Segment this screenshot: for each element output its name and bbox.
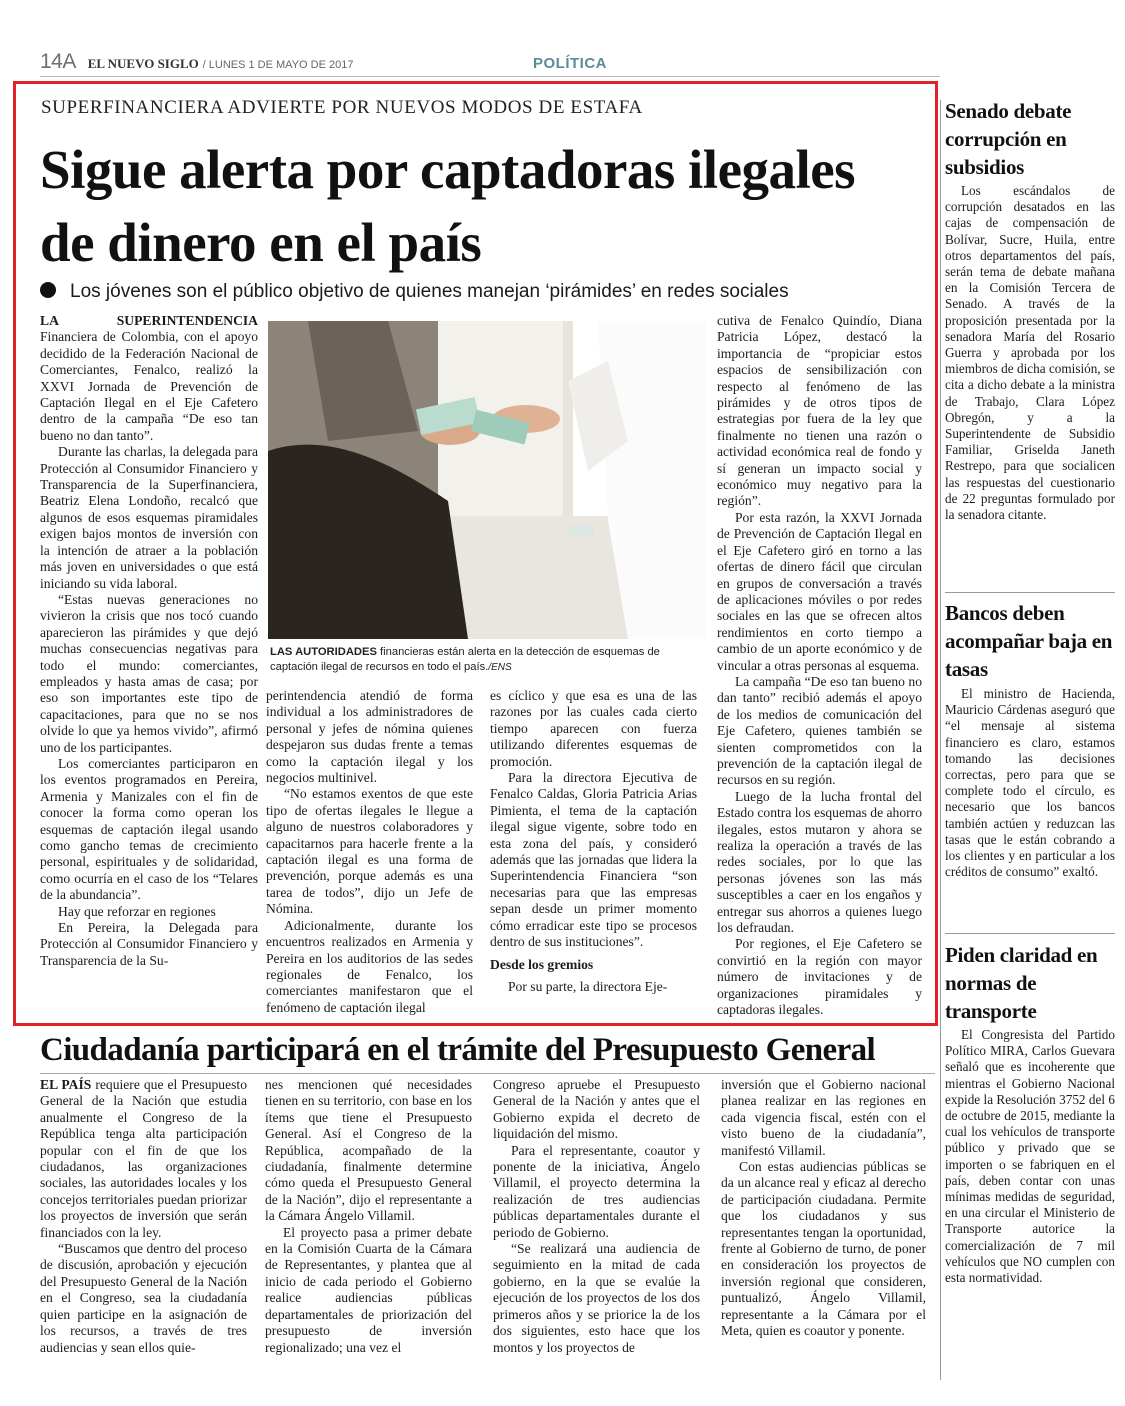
paragraph: requiere que el Presupuesto General de la Nación que estudia anualmente el Congreso de la República tenga alta participación popular con el fin de que los ciudadanos, las organizaciones sociales, las autoridades locales y los concejos territoriales puedan priorizar los proyectos de inversión que serán financiados con la ley. <box>40 1077 247 1240</box>
summary-text: Los jóvenes son el público objetivo de quienes manejan ‘pirámides’ en redes sociales <box>70 281 789 302</box>
sidebar-text-2: El ministro de Hacienda, Mauricio Cárdenas aseguró que “el mensaje al sistema financiero es claro, estamos tomando las decisiones correctas, pero para que se complete todo el círculo, es necesario que los bancos también actúen y reduzcan las tasas que le están cobrando a los clientes y en particular a los créditos de consumo” exaltó. <box>945 686 1115 880</box>
second-column-1 <box>40 1077 247 1356</box>
article-column-1 <box>40 313 258 969</box>
second-column-2 <box>265 1077 472 1356</box>
photo-caption <box>270 645 700 675</box>
paragraph: Para el representante, coautor y ponente de la iniciativa, Ángelo Villamil, el proyecto determina la realización de tres audiencias públicas departamentales durante el periodo de Gobierno. <box>493 1142 700 1240</box>
paragraph: Durante las charlas, la delegada para Protección al Consumidor Financiero y Transparencia de la Superfinanciera, Beatriz Elena Londoño, recalcó que algunos de esos esquemas piramidales exigen bajos montos de inversión con la intención de atraer a la población más joven en universidades o que está iniciando su vida laboral. <box>40 444 258 591</box>
page-number: 14A <box>40 50 76 73</box>
paragraph: inversión que el Gobierno nacional planea realizar en las regiones en cada vigencia fiscal, estén con el visto bueno de la ciudadanía”, manifestó Villamil. <box>721 1077 926 1158</box>
sidebar-headline-1: Senado debate corrupción en subsidios <box>945 99 1072 179</box>
sidebar-separator <box>945 592 1115 593</box>
sidebar-text-3: El Congresista del Partido Político MIRA, Carlos Guevara señaló que es incoherente que mientras el Gobierno Nacional expide la Resolución 3752 del 6 de octubre de 2015, mediante la cual los vehículos de transporte público y privado que se importen o se fabriquen en el país, deben contar con unas mínimas medidas de seguridad, en una circular el Ministerio de Transporte autorice la comercialización de 7 mil vehículos que NO cumplen con esta normatividad. <box>945 1027 1115 1286</box>
article-column-3 <box>490 688 697 995</box>
paragraph: Luego de la lucha frontal del Estado contra los esquemas de ahorro ilegales, estos mutaron y ahora se realiza la operación a través de las redes sociales, por lo que las personas jóvenes son las más susceptibles a caer en los engaños y entregar sus ahorros a quienes luego los defraudan. <box>717 788 922 936</box>
second-column-3 <box>493 1077 700 1356</box>
paragraph: Adicionalmente, durante los encuentros realizados en Armenia y Pereira en los auditorios de las sedes regionales de Fenalco, los comerciantes manifestaron que el fenómeno de captación ilegal <box>266 917 473 1015</box>
sidebar-headline-2: Bancos deben acompañar baja en tasas <box>945 601 1113 681</box>
article-column-2 <box>266 688 473 1016</box>
sidebar-headline-3: Piden claridad en normas de transporte <box>945 943 1098 1023</box>
paragraph: “Estas nuevas generaciones no vivieron la crisis que nos tocó cuando aparecieron las pirámides y que dejó muchas consecuencias negativas para todo el mundo: comerciantes, empleados y hasta amas de casa; por eso son importantes este tipo de capacitaciones, para que no se nos olvide lo que ya hemos vivido”, afirmó uno de los participantes. <box>40 591 258 755</box>
paragraph: En Pereira, la Delegada para Protección al Consumidor Financiero y Transparencia de la Su- <box>40 920 258 968</box>
article-kicker: SUPERFINANCIERA ADVIERTE POR NUEVOS MODOS DE ESTAFA <box>41 97 643 118</box>
article-column-4 <box>717 313 922 1018</box>
page-folio <box>40 50 353 74</box>
paragraph: cutiva de Fenalco Quindío, Diana Patricia López, destacó la importancia de “propiciar estos espacios de sensibilización con respecto al fenómeno de las pirámides y de otros tipos de estrategias por fuera de la ley que finalmente no tienen una razón o actividad económica real de fondo y sí generan un impacto social y económico muy negativo para la región”. <box>717 313 922 509</box>
article-headline: Sigue alerta por captadoras ilegales de dinero en el país <box>40 139 856 273</box>
paragraph: “Buscamos que dentro del proceso de discusión, aprobación y ejecución del Presupuesto General de la Nación en el Congreso, sea la ciudadanía quien participe en la asignación de los recursos, a través de tres audiencias y sean ellos quie- <box>40 1241 247 1355</box>
sidebar-text-1: Los escándalos de corrupción desatados en las cajas de compensación de Bolívar, Sucre, Huila, entre otros departamentos del país, serán tema de debate mañana en la Comisión Tercera de Senado. A través de la proposición presentada por la senadora María del Rosario Guerra y aprobada por los miembros de dicha comisión, se cita a dicho debate a la ministra de Trabajo, Clara López Obregón, y a la Superintendente de Subsidio Familiar, Griselda Janeth Restrepo, para que socialicen las respuestas del cuestionario de 22 preguntas formulado por la senadora citante. <box>945 183 1115 523</box>
newspaper-name: EL NUEVO SIGLO <box>87 56 199 71</box>
sidebar-separator <box>945 933 1115 934</box>
paragraph: Por esta razón, la XXVI Jornada de Prevención de Captación Ilegal en el Eje Cafetero giró en torno a las ofertas de dinero fácil que circulan en grupos de conversación a través de aplicaciones móviles o por redes sociales en las que se ofrecen altos rendimientos en corto tiempo a cambio de un aporte económico y de vincular a otras personas al esquema. <box>717 509 922 673</box>
paragraph: La campaña “De eso tan bueno no dan tanto” recibió además el apoyo de los medios de comunicación del Eje Cafetero, quienes también se sienten comprometidos con la prevención de la captación ilegal de recursos en su región. <box>717 673 922 788</box>
header-divider <box>40 76 940 77</box>
paragraph: perintendencia atendió de forma individual a los administradores de personal y jefes de nómina quienes despejaron sus dudas frente a temas como la captación ilegal y los negocios multinivel. <box>266 688 473 786</box>
paragraph: Para la directora Ejecutiva de Fenalco Caldas, Gloria Patricia Arias Pimienta, el tema de la captación ilegal sigue vigente, sobre todo en esta zona del país, y consideró además que las jornadas que lidera la Superintendencia Financiera “son necesarias para que las empresas sepan desde un primer momento cómo erradicar este tipo se procesos dentro de sus instituciones”. <box>490 770 697 950</box>
lead-in: EL PAÍS <box>40 1077 92 1092</box>
second-column-4 <box>721 1077 926 1340</box>
paragraph: nes mencionen qué necesidades tienen en su territorio, con base en los ítems que tiene el Presupuesto General. Así el Congreso de la República, acompañado de la ciudadanía, finalmente determine cómo queda el Presupuesto General de la Nación”, dijo el representante a la Cámara Ángelo Villamil. <box>265 1077 472 1224</box>
paragraph: Por regiones, el Eje Cafetero se convirtió en la región con mayor número de invitaciones y de organizaciones piramidales y captadoras ilegales. <box>717 936 922 1018</box>
bullet-icon <box>40 282 56 298</box>
paragraph: El proyecto pasa a primer debate en la Comisión Cuarta de la Cámara de Representantes, y plantea que al inicio de cada periodo el Gobierno realice audiencias públicas departamentales de priorización del presupuesto de inversión regionalizado; una vez el <box>265 1224 472 1355</box>
paragraph: es cíclico y que esa es una de las razones por las cuales cada cierto tiempo aparecen con fuerza utilizando diferentes esquemas de promoción. <box>490 688 697 769</box>
subheading: Desde los gremios <box>490 956 594 972</box>
article-summary <box>40 281 789 303</box>
paragraph: Con estas audiencias públicas se da un alcance real y eficaz al derecho de participación ciudadana. Permite que los ciudadanos y sus representantes tengan la oportunidad, frente al Gobierno de turno, de poner en consideración los proyectos de inversión regional que consideren, puntualizó, Ángelo Villamil, representante a la Cámara por el Meta, quien es coautor y ponente. <box>721 1159 926 1339</box>
paragraph: Financiera de Colombia, con el apoyo decidido de la Federación Nacional de Comerciantes, Fenalco, realizó la XXVI Jornada de Prevención de Captación Ilegal en el Eje Cafetero dentro de la campaña “De eso tan bueno no dan tanto”. <box>40 329 258 443</box>
section-label: POLÍTICA <box>533 55 607 72</box>
photo-illustration <box>268 321 705 639</box>
sidebar-divider <box>940 100 941 1380</box>
paragraph: Los comerciantes participaron en los eventos programados en Pereira, Armenia y Manizales con el fin de conocer la forma como operan los esquemas de captación ilegal usando como gancho temas de crecimiento personal, espirituales y de solidaridad, como ocurría en el caso de los “Telares de la abundancia”. <box>40 755 258 903</box>
caption-text: financieras están alerta en la detección de esquemas de captación ilegal de recursos en todo el país. <box>270 646 660 673</box>
subheading: Hay que reforzar en regiones <box>58 903 216 919</box>
paragraph: Congreso apruebe el Presupuesto General de la Nación y antes que el Gobierno expida el decreto de liquidación del mismo. <box>493 1077 700 1142</box>
photo-credit: /ENS <box>488 662 512 673</box>
issue-date: / LUNES 1 DE MAYO DE 2017 <box>202 59 354 71</box>
paragraph: Por su parte, la directora Eje- <box>508 978 668 994</box>
caption-lead: LAS AUTORIDADES <box>270 646 377 658</box>
second-article-divider <box>40 1073 935 1074</box>
paragraph: “Se realizará una audiencia de seguimiento en la mitad de cada gobierno, en la que se evalúe la ejecución de los proyectos de los dos primeros años y se priorice la de los dos siguientes, esto hace que los montos y los proyectos de <box>493 1241 700 1355</box>
article-photo <box>268 321 705 639</box>
lead-in: LA SUPERINTENDENCIA <box>40 313 258 328</box>
paragraph: “No estamos exentos de que este tipo de ofertas ilegales le llegue a alguno de nuestros colaboradores y capacitarnos para hacerle frente a la captación ilegal es una forma de prevención, porque además es una tarea de todos”, dijo un Jefe de Nómina. <box>266 786 473 917</box>
second-article-headline: Ciudadanía participará en el trámite del Presupuesto General <box>40 1032 876 1068</box>
